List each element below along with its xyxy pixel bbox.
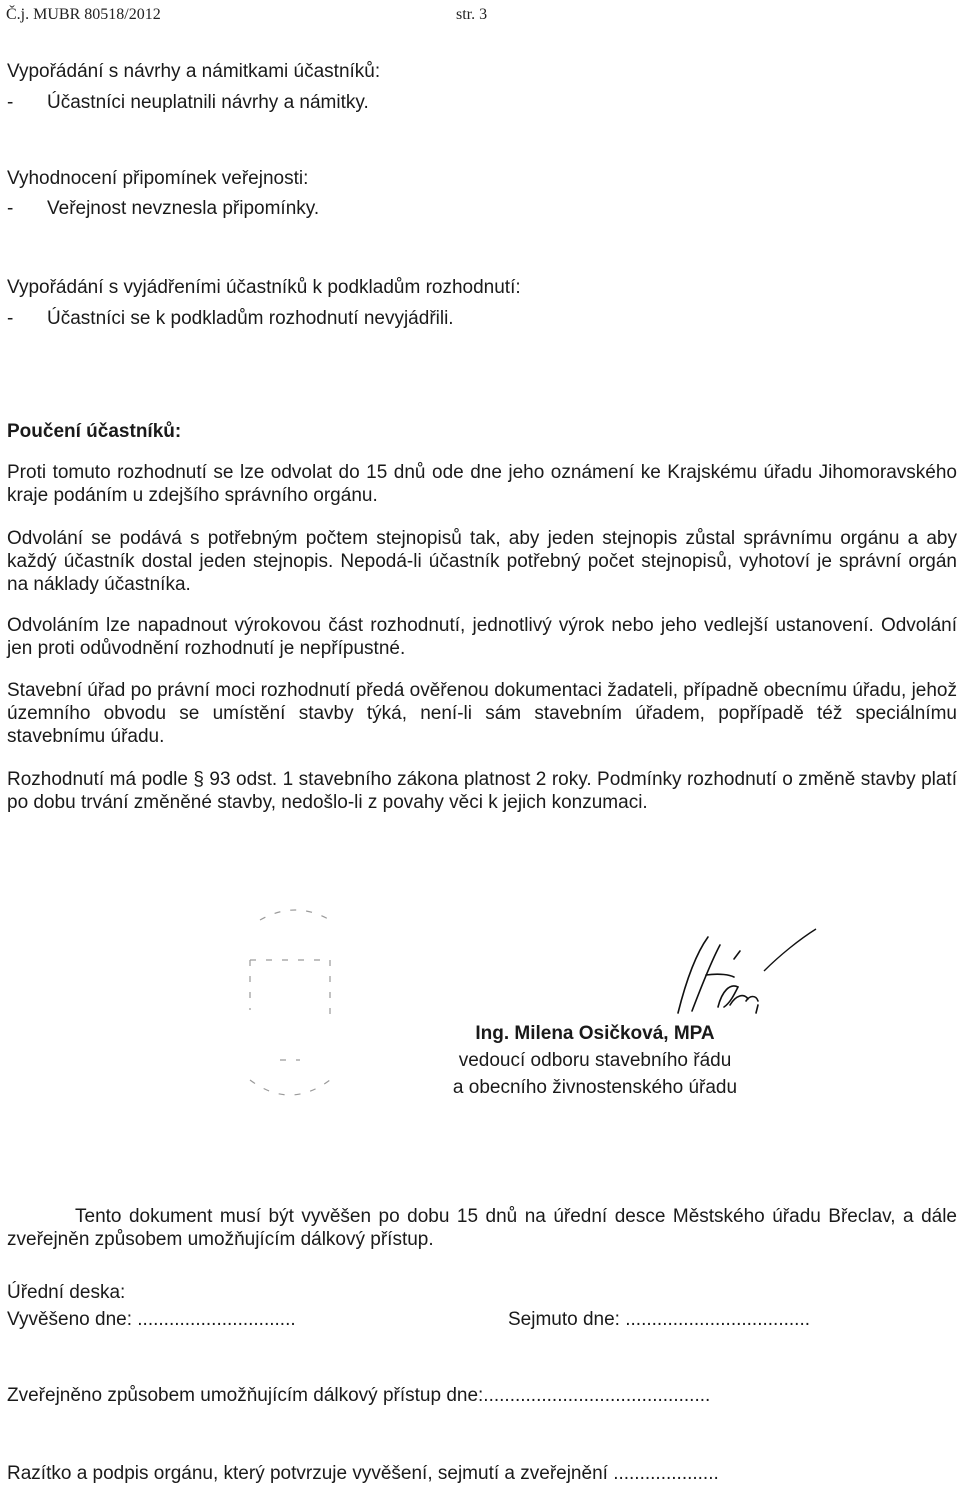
section-heading-navrhy: Vypořádání s návrhy a námitkami účastníků: xyxy=(7,61,381,82)
board-label: Úřední deska: xyxy=(7,1282,126,1303)
stamp-signature-line: Razítko a podpis orgánu, který potvrzuje vyvěšení, sejmutí a zveřejnění .................... xyxy=(7,1463,719,1484)
published-date-line: Zveřejněno způsobem umožňujícím dálkový přístup dne:........................................... xyxy=(7,1385,711,1406)
pouceni-paragraph-2: Odvolání se podává s potřebným počtem stejnopisů tak, aby jeden stejnopis zůstal správnímu orgánu a aby každý účastník dostal jeden stejnopis. Nepodá-li účastník potřebný počet stejnopisů, vyhotoví je správní orgán na náklady účastníka. xyxy=(7,528,957,595)
pouceni-paragraph-5: Rozhodnutí má podle § 93 odst. 1 stavebního zákona platnost 2 roky. Podmínky rozhodnutí o změně stavby platí po dobu trvání změněné stavby, nedošlo-li z povahy věci k jejich konzumaci. xyxy=(7,769,957,813)
section-item-verejnost xyxy=(7,197,319,220)
section-item-navrhy xyxy=(7,91,369,114)
section-item-text: Veřejnost nevznesla připomínky. xyxy=(47,198,320,219)
signatory-title-2: a obecního živnostenského úřadu xyxy=(452,1077,738,1098)
signature-stroke xyxy=(760,925,820,975)
pouceni-paragraph-3: Odvoláním lze napadnout výrokovou část rozhodnutí, jednotlivý výrok nebo jeho vedlejší ustanovení. Odvolání jen proti odůvodnění rozhodnutí je nepřípustné. xyxy=(7,615,957,659)
signatory-name: Ing. Milena Osičková, MPA xyxy=(475,1023,715,1044)
bullet-dash: - xyxy=(7,308,14,329)
bullet-dash: - xyxy=(7,92,14,113)
handwritten-signature xyxy=(660,915,770,1025)
page-number: str. 3 xyxy=(456,6,488,23)
section-item-podklady xyxy=(7,307,454,330)
signatory-title-1: vedoucí odboru stavebního řádu xyxy=(458,1050,732,1071)
bullet-dash: - xyxy=(7,198,14,219)
section-item-text: Účastníci neuplatnili návrhy a námitky. xyxy=(47,92,369,113)
pouceni-paragraph-4: Stavební úřad po právní moci rozhodnutí předá ověřenou dokumentaci žadateli, případně obecnímu úřadu, jehož územního obvodu se umístění stavby týká, není-li sám stavebním úřadem, popřípadě též speciálnímu stavebnímu úřadu. xyxy=(7,680,957,747)
faint-stamp-marks xyxy=(220,900,370,1120)
removed-date-line: Sejmuto dne: ................................... xyxy=(508,1309,810,1330)
signatory-block xyxy=(420,1020,770,1101)
pouceni-paragraph-1: Proti tomuto rozhodnutí se lze odvolat do 15 dnů ode dne jeho oznámení ke Krajskému úřadu Jihomoravského kraje podáním u zdejšího správního orgánu. xyxy=(7,462,957,506)
pouceni-heading: Poučení účastníků: xyxy=(7,421,182,442)
section-item-text: Účastníci se k podkladům rozhodnutí nevyjádřili. xyxy=(47,308,454,329)
section-heading-verejnost: Vyhodnocení připomínek veřejnosti: xyxy=(7,168,309,189)
posted-date-line: Vyvěšeno dne: .............................. xyxy=(7,1309,296,1330)
posting-notice: Tento dokument musí být vyvěšen po dobu 15 dnů na úřední desce Městského úřadu Břeclav, a dále zveřejněn způsobem umožňujícím dálkový přístup. xyxy=(7,1206,957,1250)
reference-number: Č.j. MUBR 80518/2012 xyxy=(6,6,161,23)
section-heading-podklady: Vypořádání s vyjádřeními účastníků k podkladům rozhodnutí: xyxy=(7,277,521,298)
